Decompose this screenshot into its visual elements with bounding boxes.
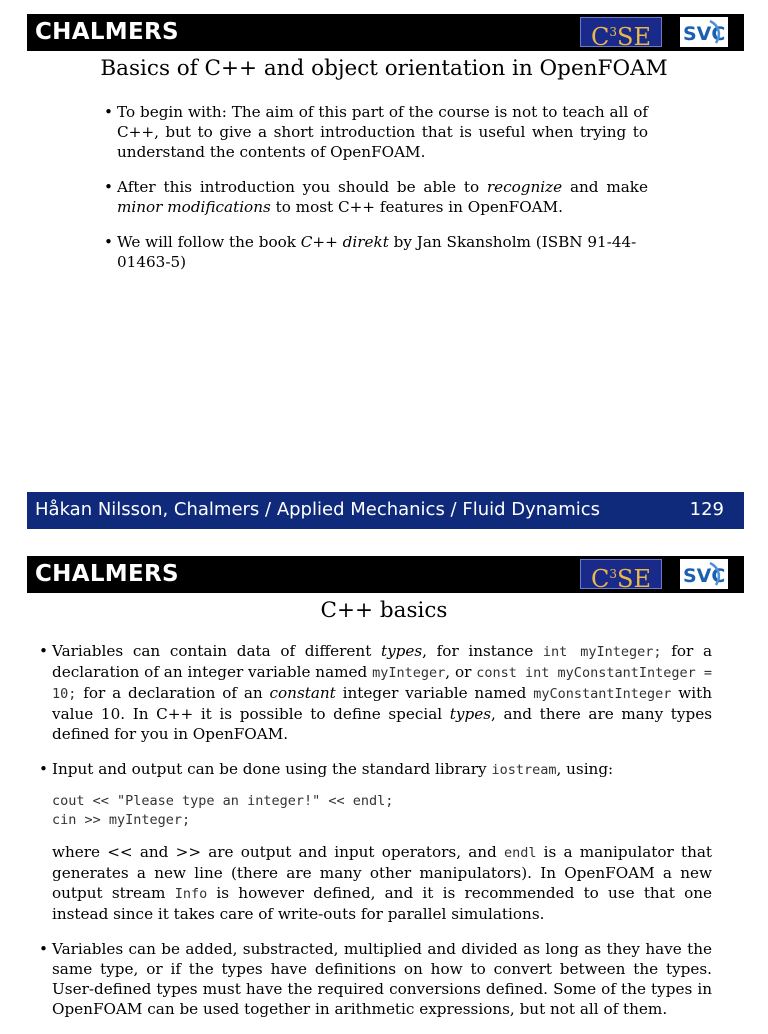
chalmers-logo: CHALMERS [35, 561, 179, 587]
footer-author: Håkan Nilsson, Chalmers / Applied Mechanics / Fluid Dynamics [35, 499, 601, 520]
slide2-title: C++ basics [320, 598, 448, 623]
slide2-bullet-2: • Input and output can be done using the standard library iostream, using: cout << "Please type an integer!" << endl; cin >> myInteger; where << and >> are output and input operators, and endl is a manipulator that generates a new line (there are many other manipulators). In OpenFOAM a new output stream Info is however defined, and it is recommended to use that one instead since it takes care of write-outs for parallel simulations. [52, 759, 712, 924]
slide1-bullet-3: • We will follow the book C++ direkt by Jan Skansholm (ISBN 91-44-01463-5) [117, 232, 648, 272]
svc-logo [680, 17, 728, 47]
c3se-logo: $C^3SE$ [580, 17, 662, 47]
slide1-bullet-1: • To begin with: The aim of this part of the course is not to teach all of C++, but to give a short introduction that is useful when trying to understand the contents of OpenFOAM. [117, 102, 648, 162]
slide1-title: Basics of C++ and object orientation in OpenFOAM [100, 56, 668, 81]
slide1-header-bar [27, 14, 744, 51]
svc-logo [680, 559, 728, 589]
c3se-logo: $C^3SE$ [580, 559, 662, 589]
slide1-bullet-2: • After this introduction you should be able to recognize and make minor modifications to most C++ features in OpenFOAM. [117, 177, 648, 217]
slide2-bullet-3: • Variables can be added, substracted, multiplied and divided as long as they have the same type, or if the types have definitions on how to convert between the types. User-defined types must have the required conversions defined. Some of the types in OpenFOAM can be used together in arithmetic expressions, but not all of them. [52, 939, 712, 1019]
svg-text:SVC: SVC [683, 565, 726, 587]
slide2-bullets [52, 641, 712, 1034]
svg-text:SVC: SVC [683, 23, 726, 45]
slide2-header-bar [27, 556, 744, 593]
slide1-footer-bar [27, 492, 744, 529]
code-example: cout << "Please type an integer!" << endl; cin >> myInteger; [52, 793, 394, 828]
slide2-bullet-1: • Variables can contain data of different types, for instance int myInteger; for a declaration of an integer variable named myInteger, or const int myConstantInteger = 10; for a declaration of an constant integer variable named myConstantInteger with value 10. In C++ it is possible to define special types, and there are many types defined for you in OpenFOAM. [52, 641, 712, 744]
chalmers-logo: CHALMERS [35, 19, 179, 45]
slide1-bullets [117, 102, 648, 287]
page-number: 129 [689, 499, 724, 520]
